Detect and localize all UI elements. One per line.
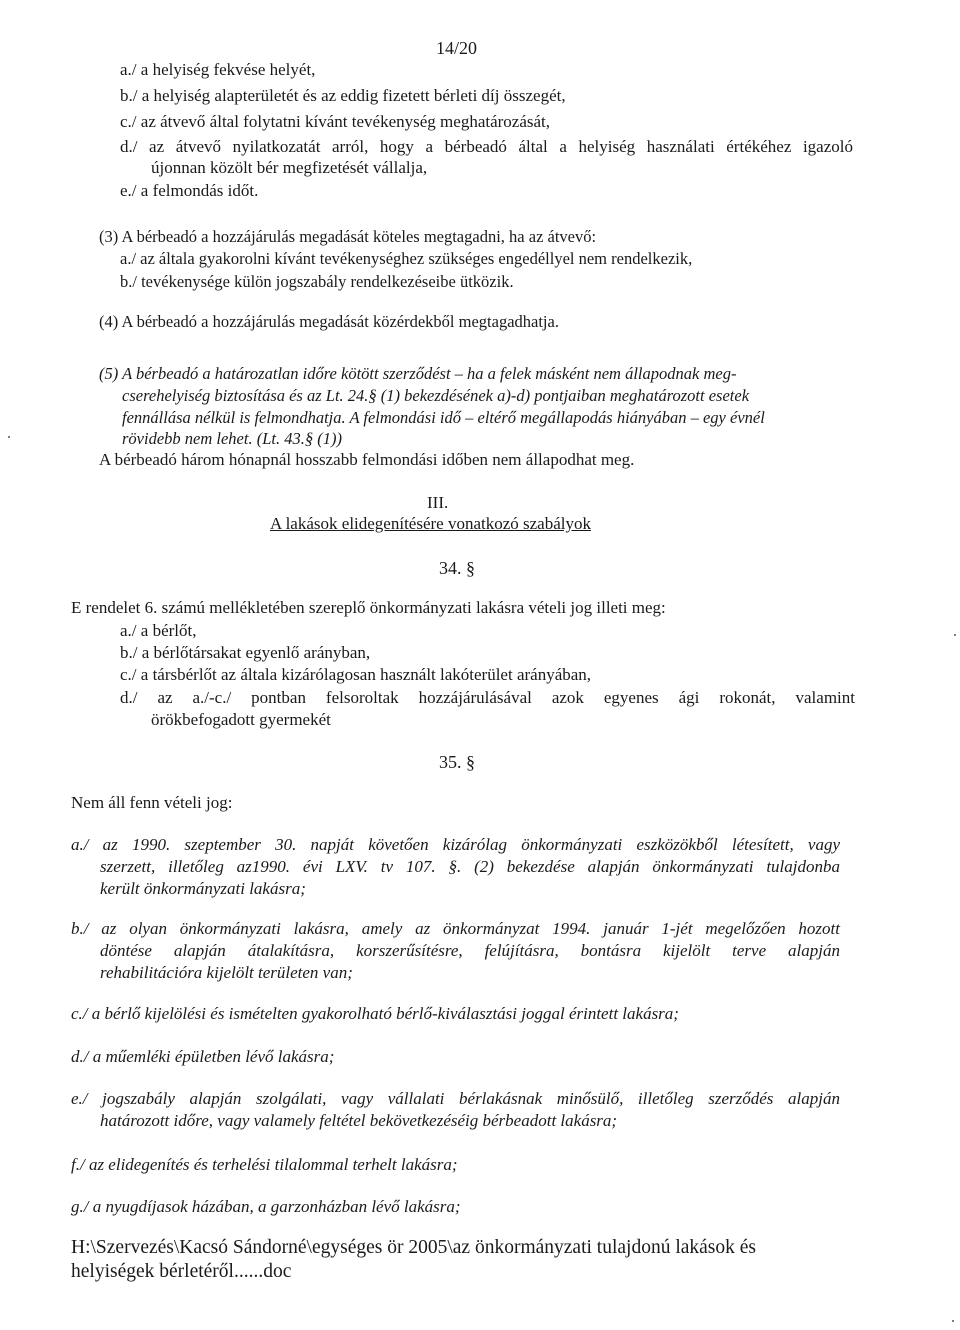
list-item: d./ az átvevő nyilatkozatát arról, hogy a bérbeadó által a helyiség használati értékéhez igazoló [120,137,853,156]
list-item: a./ a helyiség fekvése helyét, [120,60,316,79]
paragraph-35-number: 35. § [439,752,475,772]
exception-item-b-line: rehabilitációra kijelölt területen van; [100,963,353,982]
exception-item-e-line: e./ jogszabály alapján szolgálati, vagy vállalati bérlakásnak minősülő, illetőleg szerződés alapján [71,1089,840,1108]
list-item: c./ a társbérlőt az általa kizárólagosan használt lakóterület arányában, [120,665,592,684]
list-item: c./ az átvevő által folytatni kívánt tevékenység meghatározását, [120,112,551,131]
section-title: A lakások elidegenítésére vonatkozó szabályok [270,514,591,533]
exception-item-c: c./ a bérlő kijelölési és ismételten gyakorolható bérlő-kiválasztási joggal érintett lakásra; [71,1004,679,1023]
exception-item-a-line: került önkormányzati lakásra; [100,879,306,898]
paragraph-34-intro: E rendelet 6. számú mellékletében szereplő önkormányzati lakásra vételi jog illeti meg: [71,598,666,617]
list-item: e./ a felmondás időt. [120,181,259,200]
exception-item-a-line: a./ az 1990. szeptember 30. napját követően kizárólag önkormányzati eszközökből létesített, vagy [71,835,840,854]
exception-item-b-line: b./ az olyan önkormányzati lakásra, amely az önkormányzat 1994. január 1-jét megelőzően hozott [71,919,840,938]
exception-item-a-line: szerzett, illetőleg az1990. évi LXV. tv 107. §. (2) bekezdése alapján önkormányzati tulajdonba [100,857,840,876]
paragraph-35-intro: Nem áll fenn vételi jog: [71,793,233,812]
paragraph-5-line: cserehelyiség biztosítása és az Lt. 24.§ (1) bekezdésének a)-d) pontjaiban meghatározott esetek [122,386,750,405]
exception-item-b-line: döntése alapján átalakításra, korszerűsítésre, felújításra, bontásra kijelölt terve alapján [100,941,840,960]
paragraph-34-number: 34. § [439,558,475,578]
list-item: d./ az a./-c./ pontban felsoroltak hozzájárulásával azok egyenes ági rokonát, valamint [120,688,855,707]
page-number: 14/20 [436,38,478,58]
section-numeral: III. [427,493,449,512]
exception-item-g: g./ a nyugdíjasok házában, a garzonházban lévő lakásra; [71,1197,461,1216]
paragraph-4: (4) A bérbeadó a hozzájárulás megadását közérdekből megtagadhatja. [99,312,559,331]
list-item-continuation: újonnan közölt bér megfizetését vállalja, [151,158,428,177]
scan-speck [952,1320,954,1322]
paragraph-5-line: (5) A bérbeadó a határozatlan időre kötött szerződést – ha a felek másként nem állapodnak meg- [99,364,737,383]
exception-item-f: f./ az elidegenítés és terhelési tilalommal terhelt lakásra; [71,1155,458,1174]
list-item: b./ a bérlőtársakat egyenlő arányban, [120,643,371,662]
list-item: b./ tevékenysége külön jogszabály rendelkezéseibe ütközik. [120,272,514,291]
exception-item-d: d./ a műemléki épületben lévő lakásra; [71,1047,335,1066]
paragraph-3-heading: (3) A bérbeadó a hozzájárulás megadását köteles megtagadni, ha az átvevő: [99,227,597,246]
paragraph-5-closing: A bérbeadó három hónapnál hosszabb felmondási időben nem állapodhat meg. [99,450,635,469]
list-item: a./ az általa gyakorolni kívánt tevékenységhez szükséges engedéllyel nem rendelkezik, [120,249,693,268]
list-item: a./ a bérlőt, [120,621,197,640]
list-item-continuation: örökbefogadott gyermekét [151,710,331,729]
exception-item-e-line: határozott időre, vagy valamely feltétel bekövetkezéséig bérbeadott lakásra; [100,1111,618,1130]
paragraph-5-line: rövidebb nem lehet. (Lt. 43.§ (1)) [122,429,342,448]
scan-speck [8,436,10,438]
footer-path-line: H:\Szervezés\Kacsó Sándorné\egységes ör 2005\az önkormányzati tulajdonú lakások és [71,1237,757,1258]
scan-speck [954,634,956,636]
paragraph-5-line: fennállása nélkül is felmondhatja. A felmondási idő – eltérő megállapodás hiányában – egy évnél [122,408,765,427]
footer-path-line: helyiségek bérletéről......doc [71,1261,292,1282]
list-item: b./ a helyiség alapterületét és az eddig fizetett bérleti díj összegét, [120,86,566,105]
